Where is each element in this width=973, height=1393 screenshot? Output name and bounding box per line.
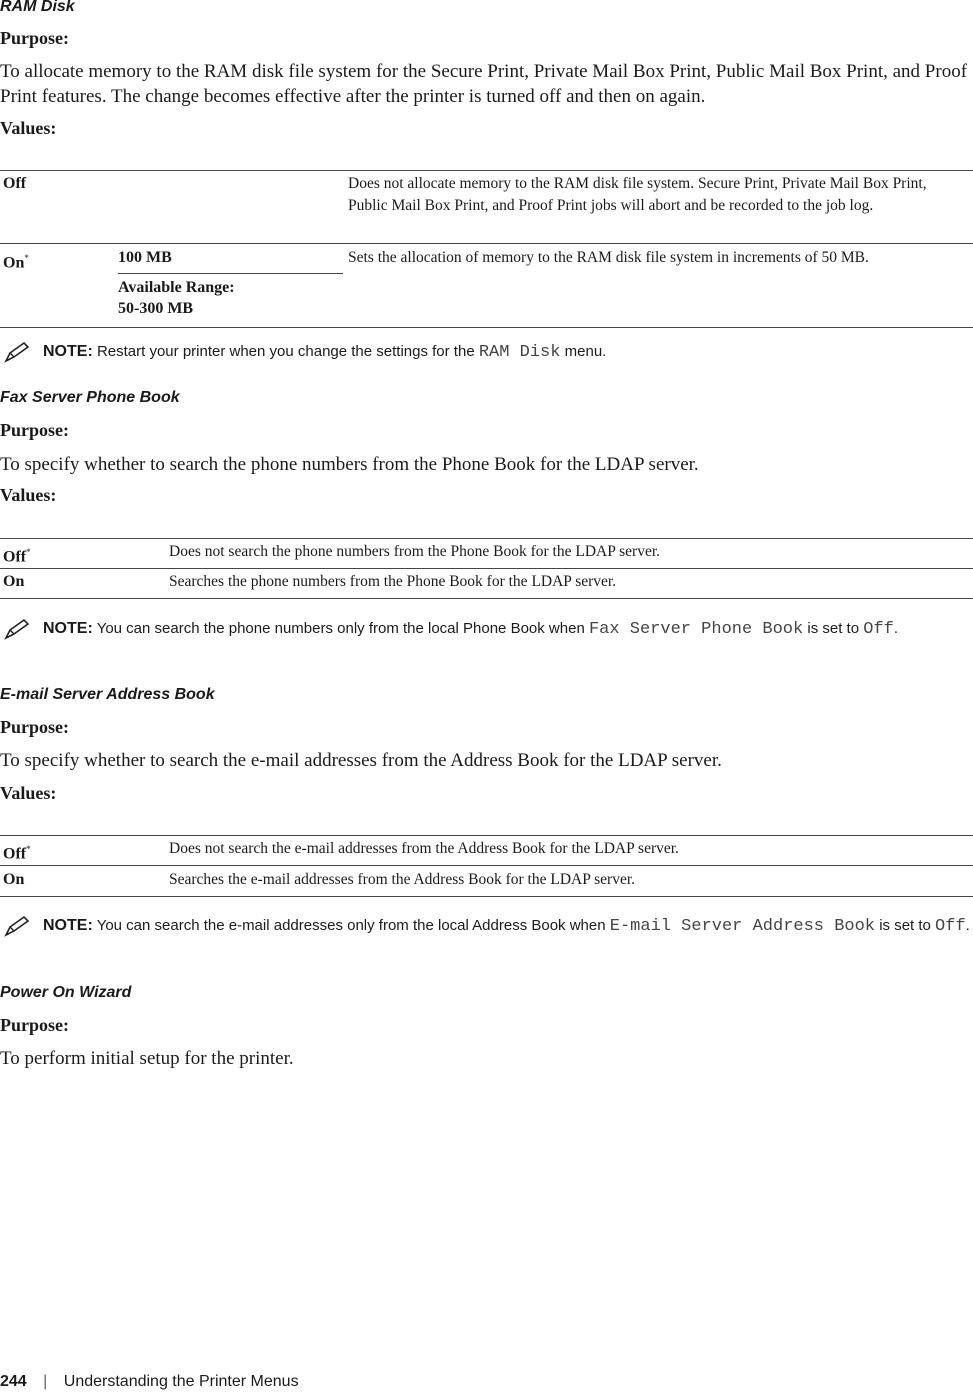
value-on: On <box>3 871 25 888</box>
value-off: Off* <box>3 547 31 566</box>
note-pencil-icon <box>4 618 32 640</box>
values-label: Values: <box>0 118 57 138</box>
value-on-description: Searches the phone numbers from the Phone Book for the LDAP server. <box>169 573 617 590</box>
page-number: 244 <box>0 1373 27 1390</box>
table-rule <box>118 273 343 274</box>
note-ram-disk: NOTE: Restart your printer when you change the settings for the RAM Disk menu. <box>43 343 607 362</box>
section-heading-power-on-wizard: Power On Wizard <box>0 984 132 1001</box>
purpose-text: To allocate memory to the RAM disk file system for the Secure Print, Private Mail Box Print, Public Mail Box Print, and Proof Print features. The change becomes effective after the printer is turned off and then on again. <box>0 61 968 107</box>
table-rule <box>0 568 973 569</box>
table-rule <box>0 327 973 328</box>
chapter-title: Understanding the Printer Menus <box>63 1373 299 1390</box>
page-footer <box>0 1373 299 1391</box>
table-rule <box>0 896 973 897</box>
values-label: Values: <box>0 485 57 505</box>
value-off: Off* <box>3 844 31 863</box>
purpose-label: Purpose: <box>0 1015 69 1035</box>
table-rule <box>0 170 973 171</box>
table-rule <box>0 865 973 866</box>
note-pencil-icon <box>4 341 32 363</box>
table-rule <box>0 835 973 836</box>
table-rule <box>0 598 973 599</box>
value-off-description: Does not search the e-mail addresses from the Address Book for the LDAP server. <box>169 840 679 857</box>
values-label: Values: <box>0 783 57 803</box>
value-off: Off <box>3 175 27 192</box>
purpose-text: To specify whether to search the e-mail addresses from the Address Book for the LDAP server. <box>0 750 722 771</box>
value-off-description: Does not allocate memory to the RAM disk file system. Secure Print, Private Mail Box Print, Public Mail Box Print, and Proof Print jobs will abort and be recorded to the job log. <box>348 175 927 214</box>
purpose-label: Purpose: <box>0 28 69 48</box>
purpose-label: Purpose: <box>0 717 69 737</box>
purpose-text: To specify whether to search the phone numbers from the Phone Book for the LDAP server. <box>0 454 699 475</box>
value-on-description: Sets the allocation of memory to the RAM disk file system in increments of 50 MB. <box>348 249 869 266</box>
section-heading-email-server-address-book: E-mail Server Address Book <box>0 686 215 703</box>
note-pencil-icon <box>4 915 32 937</box>
value-on-description: Searches the e-mail addresses from the Address Book for the LDAP server. <box>169 871 636 888</box>
table-rule <box>0 243 973 244</box>
purpose-text: To perform initial setup for the printer. <box>0 1048 294 1069</box>
value-off-description: Does not search the phone numbers from the Phone Book for the LDAP server. <box>169 543 661 560</box>
table-rule <box>0 538 973 539</box>
note-fax-server: NOTE: You can search the phone numbers only from the local Phone Book when Fax Server Phone Book is set to Off. <box>43 620 899 639</box>
available-range-value: 50-300 MB <box>118 300 194 317</box>
value-on: On <box>3 573 25 590</box>
section-heading-ram-disk: RAM Disk <box>0 0 75 15</box>
available-range-label: Available Range: <box>118 279 235 296</box>
value-on-option: 100 MB <box>118 249 172 266</box>
purpose-label: Purpose: <box>0 420 69 440</box>
footer-separator: | <box>43 1373 48 1390</box>
note-email-server: NOTE: You can search the e-mail addresses only from the local Address Book when E-mail Server Address Book is set to Off. <box>43 917 970 936</box>
value-on: On* <box>3 253 29 272</box>
section-heading-fax-server-phone-book: Fax Server Phone Book <box>0 389 180 406</box>
